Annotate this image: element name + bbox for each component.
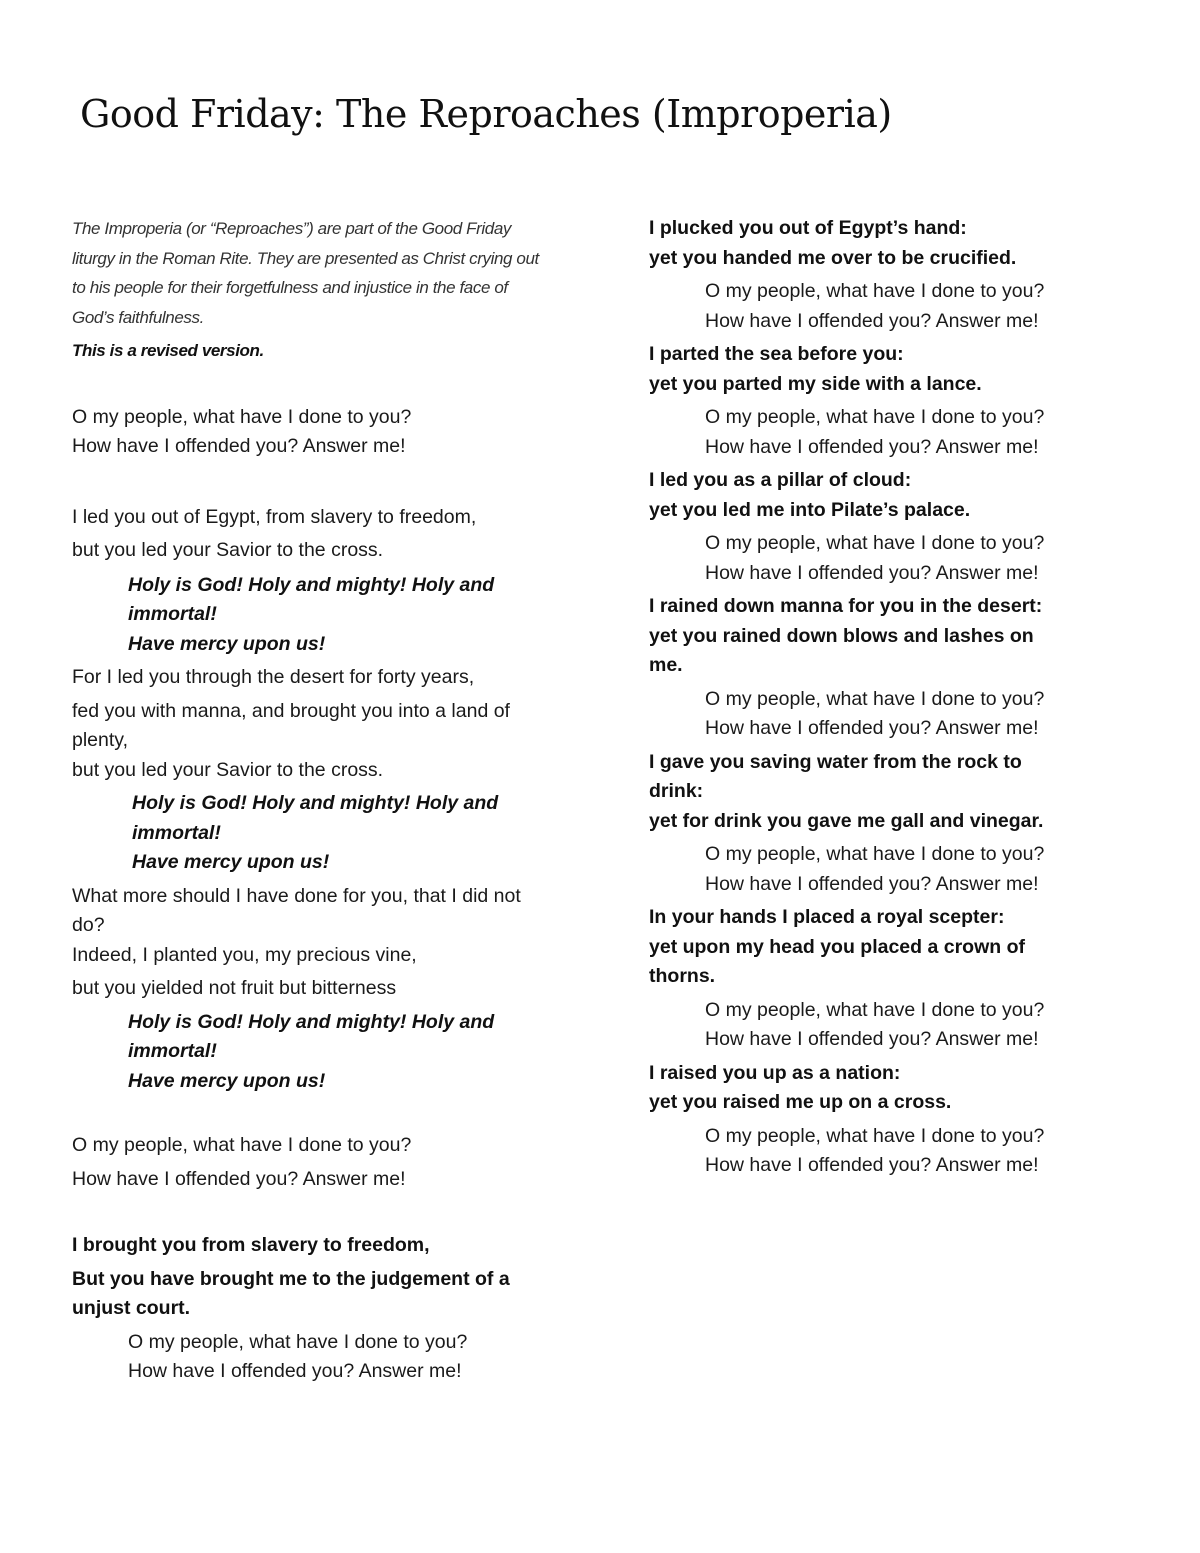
refrain-line: O my people, what have I done to you?: [705, 280, 1045, 302]
refrain-line: O my people, what have I done to you?: [72, 1134, 412, 1156]
trisagion-line: Have mercy upon us!: [128, 632, 326, 655]
intro-line: The Improperia (or “Reproaches”) are part of the Good Friday: [72, 219, 511, 238]
refrain-line: How have I offended you? Answer me!: [705, 872, 1039, 895]
verse-line: yet you raised me up on a cross.: [649, 1091, 952, 1113]
refrain-line: How have I offended you? Answer me!: [72, 1167, 406, 1190]
refrain-line: How have I offended you? Answer me!: [705, 435, 1039, 458]
refrain-line: How have I offended you? Answer me!: [128, 1360, 462, 1382]
left-column: [72, 214, 592, 1387]
verse-line: I parted the sea before you:: [649, 343, 904, 365]
verse-line: drink:: [649, 780, 704, 802]
refrain-line: O my people, what have I done to you?: [705, 843, 1045, 865]
verse-line: I gave you saving water from the rock to: [649, 750, 1022, 773]
verse-line: do?: [72, 914, 105, 936]
refrain-line: How have I offended you? Answer me!: [705, 561, 1039, 584]
revision-note: This is a revised version.: [72, 341, 264, 360]
trisagion-line: Holy is God! Holy and mighty! Holy and: [128, 1010, 495, 1033]
verse-line: I led you out of Egypt, from slavery to freedom,: [72, 505, 477, 528]
page-title: Good Friday: The Reproaches (Improperia): [80, 92, 892, 136]
spacer: [72, 462, 592, 499]
refrain-line: How have I offended you? Answer me!: [705, 309, 1039, 332]
refrain-line: How have I offended you? Answer me!: [705, 1028, 1039, 1050]
verse-line: but you led your Savior to the cross.: [72, 758, 384, 781]
refrain-line: O my people, what have I done to you?: [128, 1330, 468, 1353]
verse-line: plenty,: [72, 729, 129, 751]
verse-line: I raised you up as a nation:: [649, 1061, 901, 1084]
refrain-line: O my people, what have I done to you?: [705, 687, 1045, 710]
right-column: [649, 214, 1099, 1181]
refrain-line: How have I offended you? Answer me!: [705, 717, 1039, 739]
trisagion-line: immortal!: [128, 1040, 217, 1062]
verse-line: fed you with manna, and brought you into a land of: [72, 699, 510, 722]
trisagion-line: Holy is God! Holy and mighty! Holy and: [128, 573, 495, 596]
spacer: [72, 1096, 592, 1131]
refrain-line: O my people, what have I done to you?: [705, 406, 1045, 428]
trisagion-line: Have mercy upon us!: [128, 1069, 326, 1092]
trisagion-line: Holy is God! Holy and mighty! Holy and: [132, 792, 499, 814]
verse-line: Indeed, I planted you, my precious vine,: [72, 943, 417, 966]
verse-line: yet for drink you gave me gall and vinegar.: [649, 809, 1044, 832]
refrain-line: How have I offended you? Answer me!: [705, 1154, 1039, 1176]
verse-line: me.: [649, 654, 683, 676]
trisagion-line: immortal!: [128, 603, 217, 625]
verse-line: but you led your Savior to the cross.: [72, 539, 384, 561]
refrain-line: O my people, what have I done to you?: [705, 998, 1045, 1021]
refrain-line: O my people, what have I done to you?: [72, 405, 412, 428]
verse-line: yet you rained down blows and lashes on: [649, 624, 1034, 647]
verse-line: I led you as a pillar of cloud:: [649, 469, 912, 491]
verse-line: but you yielded not fruit but bitterness: [72, 977, 397, 999]
trisagion-line: immortal!: [132, 821, 221, 844]
intro-line: liturgy in the Roman Rite. They are presented as Christ crying out: [72, 248, 539, 268]
trisagion-line: Have mercy upon us!: [132, 851, 330, 873]
refrain-line: How have I offended you? Answer me!: [72, 435, 406, 457]
verse-line: unjust court.: [72, 1297, 191, 1319]
verse-line: thorns.: [649, 965, 716, 987]
intro-line: God’s faithfulness.: [72, 307, 204, 327]
intro-line: to his people for their forgetfulness and injustice in the face of: [72, 278, 508, 297]
verse-line: yet you parted my side with a lance.: [649, 372, 982, 395]
verse-line: I rained down manna for you in the desert:: [649, 595, 1043, 617]
verse-line: yet you handed me over to be crucified.: [649, 246, 1017, 269]
refrain-line: O my people, what have I done to you?: [705, 1124, 1045, 1147]
verse-line: I plucked you out of Egypt’s hand:: [649, 217, 967, 239]
verse-line: For I led you through the desert for forty years,: [72, 666, 475, 688]
verse-line: yet upon my head you placed a crown of: [649, 935, 1025, 958]
verse-line: What more should I have done for you, that I did not: [72, 884, 521, 907]
verse-line: In your hands I placed a royal scepter:: [649, 906, 1005, 928]
verse-line: But you have brought me to the judgement of a: [72, 1267, 510, 1290]
verse-line: yet you led me into Pilate’s palace.: [649, 498, 971, 521]
verse-line: I brought you from slavery to freedom,: [72, 1234, 430, 1256]
spacer: [72, 366, 592, 403]
spacer: [72, 1194, 592, 1231]
refrain-line: O my people, what have I done to you?: [705, 532, 1045, 554]
